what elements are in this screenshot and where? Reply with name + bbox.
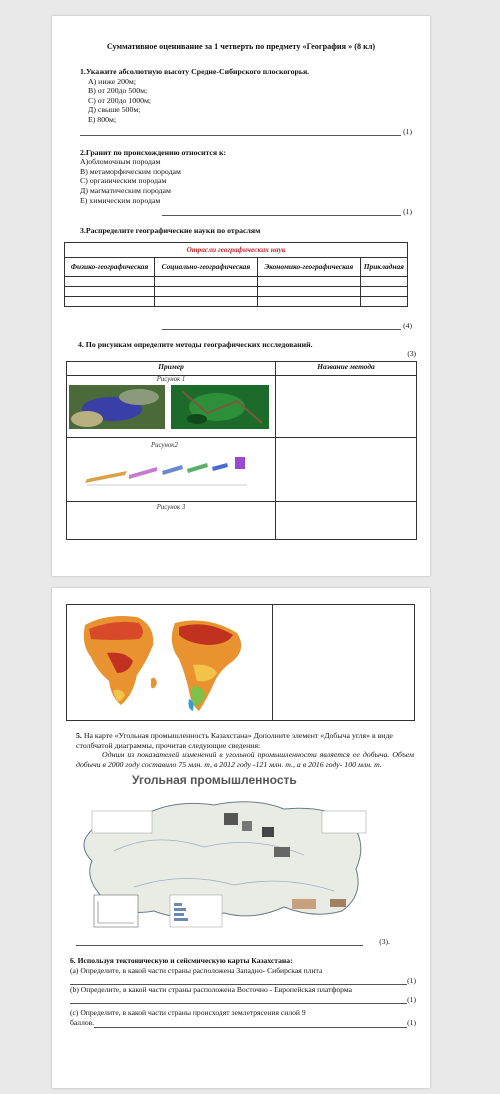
score: (4) <box>403 320 412 330</box>
figure-2-profile-diagram <box>67 449 273 493</box>
question-5-body: Одним из показателей изменений в угольной промышленности является ее добыча. Объем добычи в 2000 году составило 75 млн. т, в 2012 году -121 млн. т., а в 2016 году- 100 млн. т. <box>76 750 414 769</box>
table-cell[interactable] <box>65 296 155 306</box>
kazakhstan-coal-map[interactable] <box>74 791 374 931</box>
table-cell[interactable] <box>257 286 360 296</box>
page-1 <box>52 16 430 576</box>
column-header-example: Пример <box>67 361 276 375</box>
question-6c: (с) Определите, в какой части страны происходят землетрясения силой 9 <box>70 1008 306 1018</box>
score: (1) <box>403 126 412 136</box>
table-cell[interactable] <box>360 276 407 286</box>
question-3 <box>80 226 430 236</box>
column-header: Социально-географическая <box>155 257 258 276</box>
answer-line-6c[interactable] <box>70 1018 416 1028</box>
figure-1-cell <box>67 375 276 437</box>
climate-zones-map <box>67 605 271 715</box>
figure-3-label: Рисунок 3 <box>156 503 186 511</box>
option: B) метаморфическим породам <box>80 166 181 176</box>
question-1-options <box>88 77 430 125</box>
map-title: Угольная промышленность <box>132 773 297 788</box>
method-answer-cell[interactable] <box>276 501 417 539</box>
table-cell[interactable] <box>65 286 155 296</box>
climate-map-cell <box>67 605 273 721</box>
table-cell[interactable] <box>360 286 407 296</box>
table-cell[interactable] <box>155 276 258 286</box>
option: Д) магматическим породам <box>80 185 171 195</box>
question-2 <box>80 148 430 206</box>
answer-line-3[interactable] <box>162 321 412 330</box>
question-5-number: 5. <box>76 731 82 740</box>
column-header: Экономико-географическая <box>257 257 360 276</box>
methods-table <box>66 361 417 540</box>
answer-line-5[interactable] <box>76 937 390 946</box>
question-4 <box>78 340 430 359</box>
branches-table <box>64 242 408 307</box>
figure-1-satellite-image <box>67 383 273 431</box>
option: E) химическим породам <box>80 195 161 205</box>
question-6b: (b) Определите, в какой части страны расположена Восточно - Европейская платформа <box>70 985 352 995</box>
question-5-heading: На карте «Угольная промышленность Казахстана» Дополните элемент «Добыча угля» в виде столбчатой диаграммы, прочитав следующие сведения: <box>76 731 393 750</box>
table-header: Отрасли географических наук <box>65 242 408 257</box>
table-cell[interactable] <box>155 296 258 306</box>
score: (3). <box>379 937 390 947</box>
column-header: Физико-географическая <box>65 257 155 276</box>
column-header-method: Название метода <box>276 361 417 375</box>
option: C) от 200до 1000м; <box>88 95 152 105</box>
table-cell[interactable] <box>65 276 155 286</box>
question-1-heading: 1.Укажите абсолютную высоту Средне-Сибирского плоскогорья. <box>80 67 310 76</box>
question-6c-cont: баллов. <box>70 1017 95 1027</box>
score: (3) <box>407 349 416 359</box>
figure-2-label: Рисунок2 <box>151 441 178 449</box>
score: (1) <box>407 975 416 985</box>
option: C) органическим породам <box>80 176 167 186</box>
answer-line-2[interactable] <box>162 207 412 216</box>
option: B) от 200до 500м; <box>88 86 148 96</box>
method-answer-cell[interactable] <box>276 375 417 437</box>
document-title: Суммативное оценивание за 1 четверть по предмету «География » (8 кл) <box>106 42 376 51</box>
table-cell[interactable] <box>155 286 258 296</box>
method-answer-cell[interactable] <box>276 437 417 501</box>
table-cell[interactable] <box>360 296 407 306</box>
question-4-heading: 4. По рисункам определите методы географических исследований. <box>78 339 313 349</box>
question-1 <box>80 67 430 125</box>
page-2 <box>52 588 430 1088</box>
question-6-heading: 6. Используя тектоническую и сейсмическую карты Казахстана: <box>70 956 293 966</box>
option: Д) свыше 500м; <box>88 105 141 115</box>
question-6 <box>70 956 416 1027</box>
figure-1-label: Рисунок 1 <box>156 375 186 383</box>
figure-2-cell <box>67 437 276 501</box>
option: A)обломочным породам <box>80 157 161 167</box>
table-cell[interactable] <box>257 296 360 306</box>
option: E) 800м; <box>88 114 117 124</box>
question-6a: (а) Определите, в какой части страны расположена Западно- Сибирская плита <box>70 965 323 975</box>
answer-line-1[interactable] <box>80 127 412 136</box>
question-3-heading: 3.Распределите географические науки по отраслям <box>80 226 261 236</box>
figure-3-continued-table <box>66 604 415 721</box>
question-5 <box>76 731 414 769</box>
answer-line-6b[interactable] <box>70 995 416 1005</box>
method-answer-cell[interactable] <box>273 605 415 721</box>
answer-line-6a[interactable] <box>70 976 416 986</box>
column-header: Прикладная <box>360 257 407 276</box>
score: (1) <box>407 994 416 1004</box>
table-cell[interactable] <box>257 276 360 286</box>
score: (1) <box>407 1017 416 1027</box>
option: A) ниже 200м; <box>88 76 137 86</box>
question-2-heading: 2.Гранит по происхождению относится к: <box>80 147 227 157</box>
score: (1) <box>403 207 412 217</box>
figure-3-cell <box>67 501 276 539</box>
